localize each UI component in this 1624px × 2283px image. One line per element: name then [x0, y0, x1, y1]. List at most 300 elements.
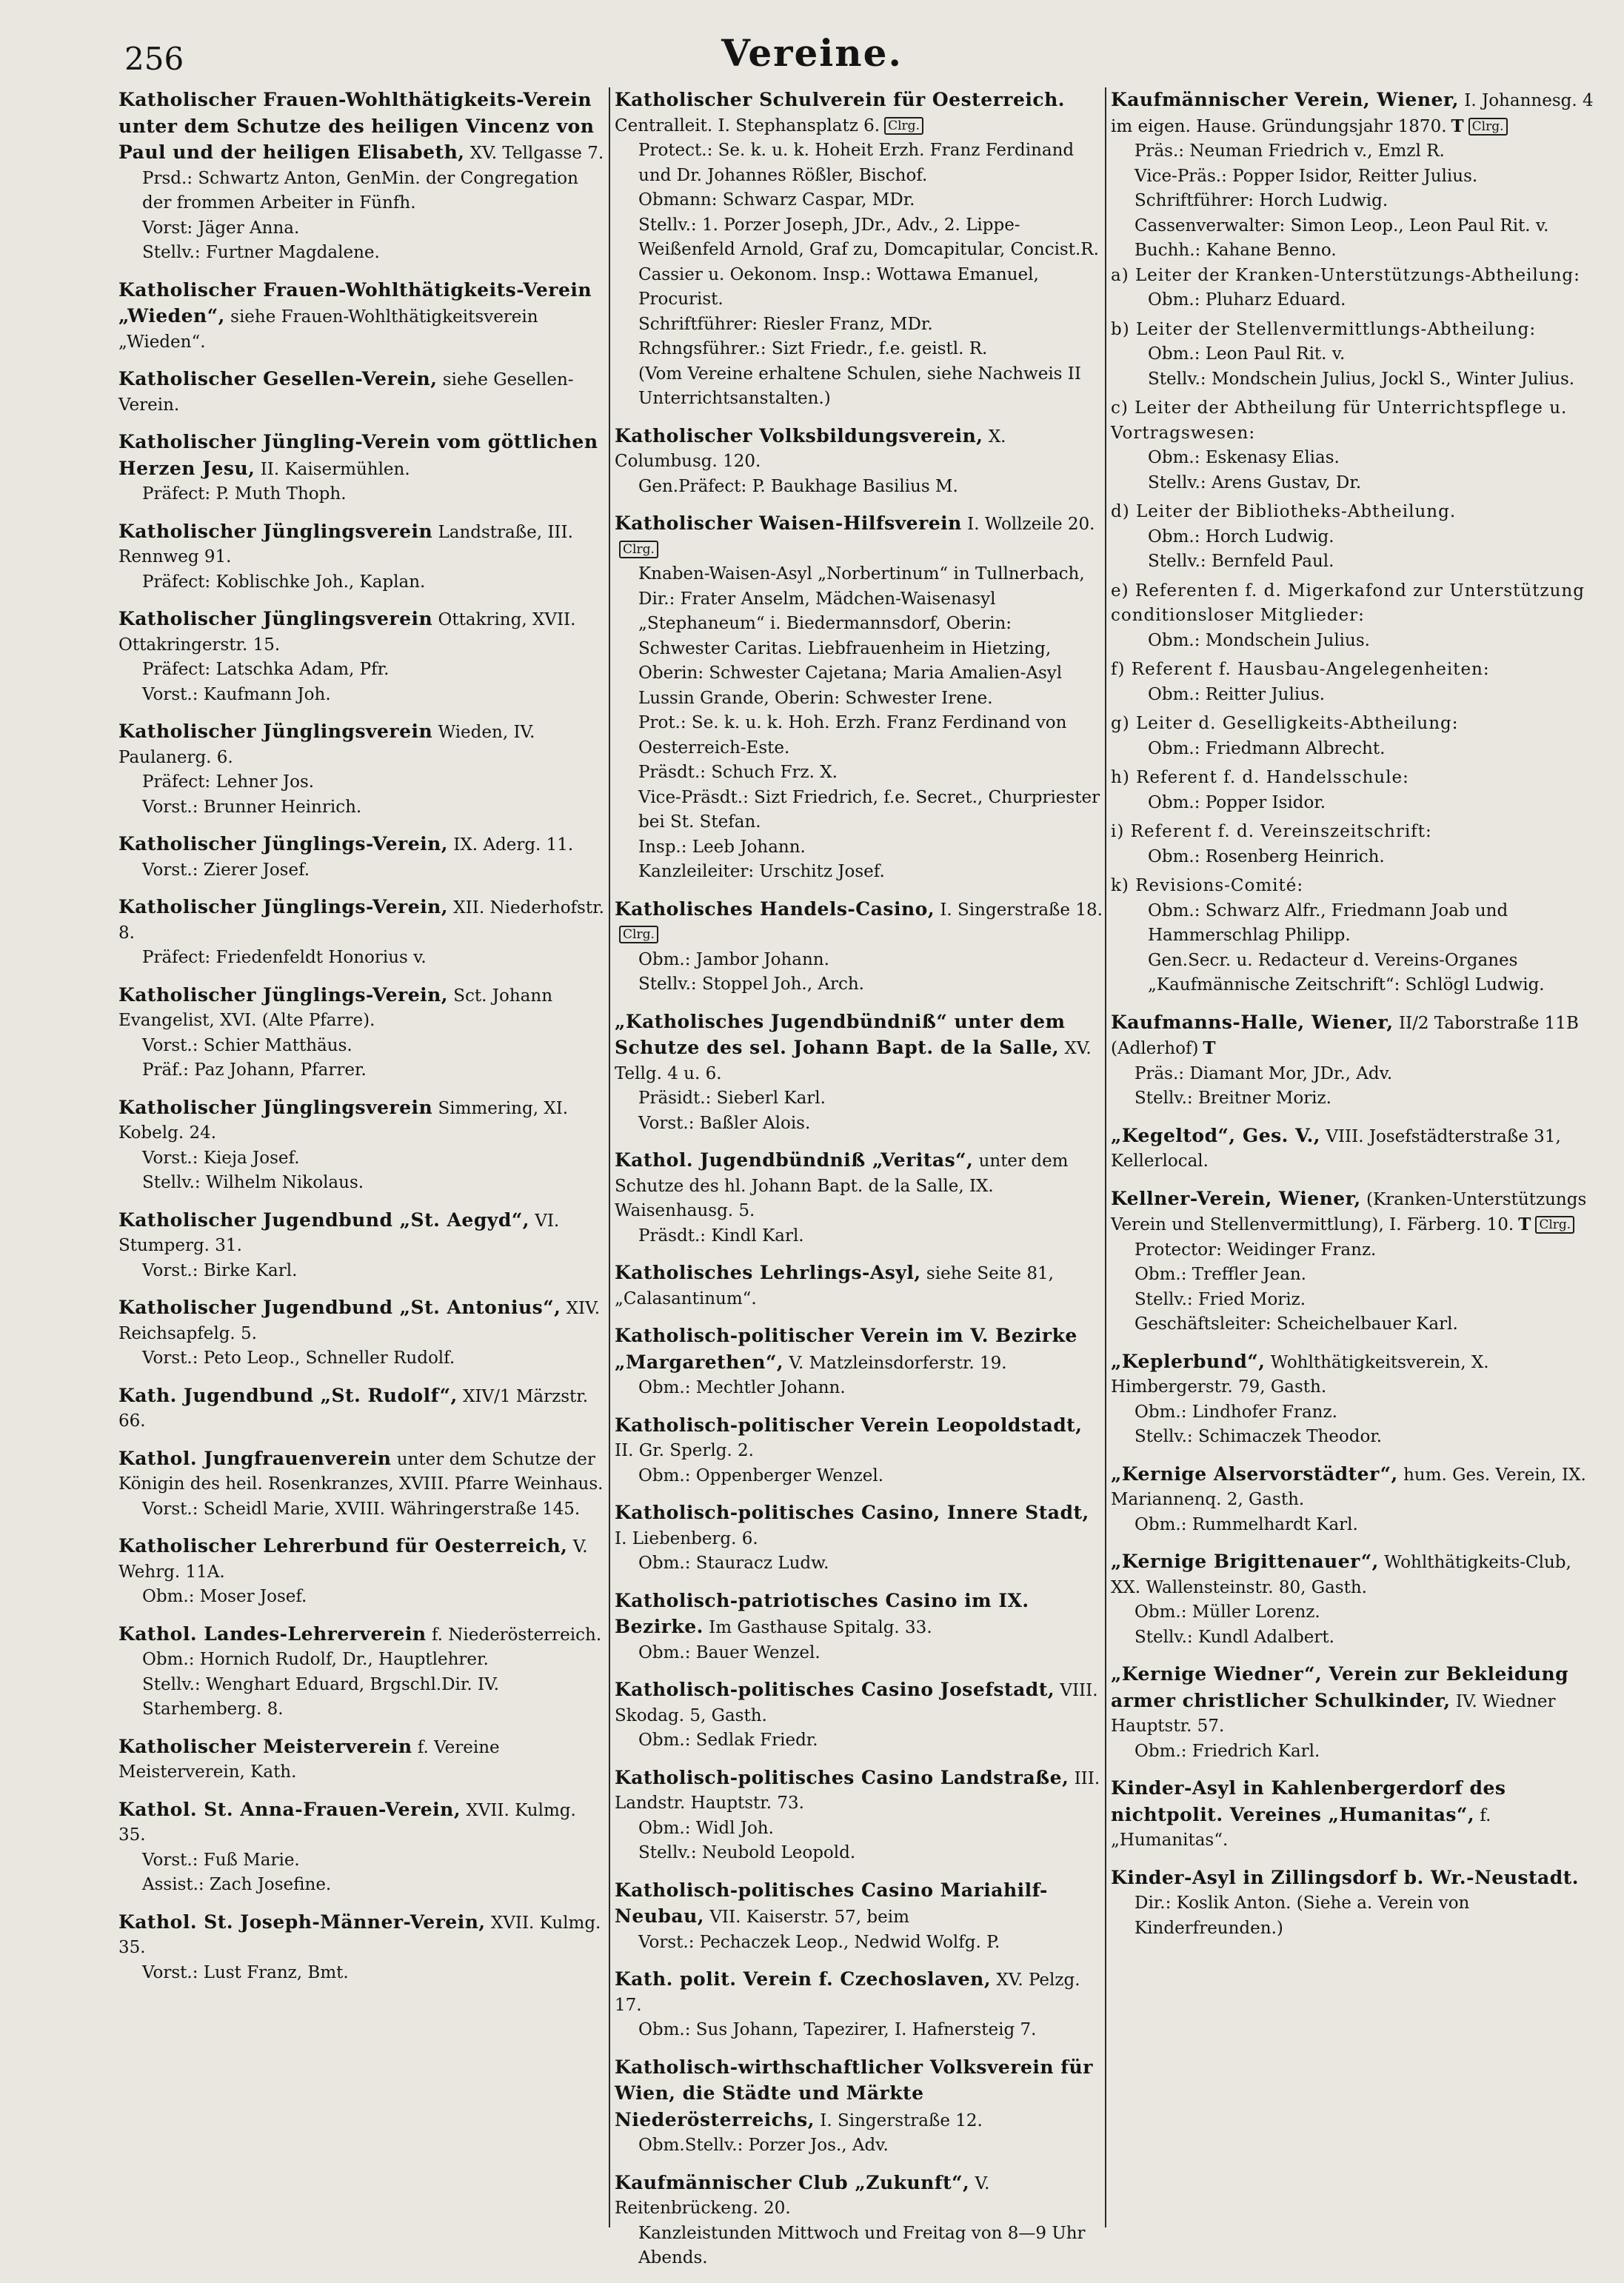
entry-line: Obm.Stellv.: Porzer Jos., Adv. [638, 2136, 889, 2155]
telephone-mark: T [1203, 1038, 1216, 1058]
entry-heading [615, 1878, 1103, 1931]
entry-address: V. Wehrg. 11A. [118, 1537, 588, 1582]
entry-title: Katholischer Volksbildungsverein, [615, 424, 983, 447]
entry-line: Stellv.: Neubold Leopold. [638, 1843, 856, 1862]
sub-section-title: a) Leiter der Kranken-Unterstützungs-Abtheilung: [1111, 265, 1580, 285]
sub-section [1111, 500, 1600, 575]
directory-entry [1111, 1662, 1600, 1764]
entry-line: Vorst.: Scheidl Marie, XVIII. Währingerstraße 145. [142, 1499, 581, 1519]
entry-line: Prot.: Se. k. u. k. Hoh. Erzh. Franz Ferdinand von Oesterreich-Este. [638, 713, 1067, 758]
entry-line: Vorst.: Lust Franz, Bmt. [142, 1962, 349, 1982]
entry-line: Vorst.: Zierer Josef. [142, 860, 310, 880]
sub-section [1111, 712, 1600, 761]
entry-heading [615, 1260, 1103, 1311]
entry-heading [118, 1910, 607, 1961]
entry-title: Katholischer Frauen-Wohlthätigkeits-Verein unter dem Schutze des heiligen Vincenz von Paul und der heiligen Elisabeth, [118, 89, 595, 163]
entry-title: „Kegeltod“, Ges. V., [1111, 1124, 1321, 1146]
entry-line: Stellv.: Fried Moriz. [1135, 1289, 1306, 1309]
entry-line: Schriftführer: Horch Ludwig. [1135, 191, 1389, 210]
directory-entry [118, 87, 607, 266]
entry-line: Gen.Präfect: P. Baukhage Basilius M. [638, 476, 958, 496]
entry-line: Obm.: Hornich Rudolf, Dr., Hauptlehrer. [142, 1650, 489, 1669]
entry-address: Sct. Johann Evangelist, XVI. (Alte Pfarre). [118, 986, 553, 1030]
entry-heading [615, 1588, 1103, 1641]
sub-section-title: b) Leiter der Stellenvermittlungs-Abtheilung: [1111, 319, 1537, 339]
entry-address: Centralleit. I. Stephansplatz 6. [615, 116, 880, 136]
sub-section-title: g) Leiter d. Geselligkeits-Abtheilung: [1111, 714, 1459, 733]
sub-section-line: Obm.: Friedmann Albrecht. [1148, 738, 1386, 758]
sub-section-line: Obm.: Popper Isidor. [1148, 792, 1326, 812]
entry-address: VIII. Skodag. 5, Gasth. [615, 1681, 1098, 1725]
entry-address: XII. Niederhofstr. 8. [118, 898, 604, 943]
entry-heading [615, 87, 1103, 138]
entry-title: Katholisch-politisches Casino, Innere Stadt, [615, 1502, 1089, 1523]
entry-address: II/2 Taborstraße 11B (Adlerhof) [1111, 1013, 1579, 1058]
entry-address: VI. Stumperg. 31. [118, 1211, 560, 1255]
directory-entry [118, 1734, 607, 1785]
column-right [1111, 87, 1600, 1953]
directory-entry [615, 424, 1103, 500]
entry-line: Schriftführer: Riesler Franz, MDr. [638, 314, 933, 334]
entry-address: XV. Tellgasse 7. [470, 144, 604, 163]
entry-address: Wohlthätigkeitsverein, X. Himbergerstr. 79, Gasth. [1111, 1352, 1489, 1397]
entry-heading [615, 1009, 1103, 1087]
entry-line: Obm.: Sedlak Friedr. [638, 1731, 818, 1750]
entry-line: Präf.: Paz Johann, Pfarrer. [142, 1060, 367, 1080]
entry-line: Stellv.: Kundl Adalbert. [1135, 1627, 1334, 1647]
entry-address: I. Liebenberg. 6. [615, 1528, 758, 1548]
clearing-mark: Clrg. [884, 117, 923, 135]
directory-entry [118, 1534, 607, 1610]
sub-section-line: Stellv.: Bernfeld Paul. [1148, 552, 1334, 571]
entry-heading [615, 511, 1103, 562]
entry-line: Vorst.: Peto Leop., Schneller Rudolf. [142, 1348, 455, 1368]
entry-address: Wohlthätigkeits-Club, XX. Wallensteinstr. 80, Gasth. [1111, 1553, 1571, 1597]
entry-line: Obm.: Treffler Jean. [1135, 1265, 1306, 1284]
entry-address: VIII. Josefstädterstraße 31, Kellerlocal. [1111, 1126, 1561, 1171]
entry-line: Geschäftsleiter: Scheichelbauer Karl. [1135, 1314, 1458, 1334]
entry-title: Kaufmännischer Club „Zukunft“, [615, 2171, 970, 2193]
page-number: 256 [124, 41, 184, 77]
entry-heading [118, 1797, 607, 1848]
entry-title: Katholischer Jugendbund „St. Aegyd“, [118, 1209, 529, 1231]
directory-entry [118, 519, 607, 595]
entry-heading [615, 1677, 1103, 1728]
running-head: Vereine. [721, 31, 903, 75]
entry-line: Präs.: Diamant Mor, JDr., Adv. [1135, 1063, 1393, 1083]
entry-address: XV. Pelzg. 17. [615, 1971, 1080, 2015]
entry-title: Kath. Jugendbund „St. Rudolf“, [118, 1384, 458, 1406]
entry-heading [1111, 1662, 1600, 1739]
entry-line: Stellv.: Breitner Moriz. [1135, 1089, 1331, 1108]
entry-title: Katholischer Jünglings-Verein, [118, 833, 448, 855]
entry-line: Kanzleistunden Mittwoch und Freitag von 8—9 Uhr Abends. [638, 2223, 1086, 2267]
entry-address: I. Singerstraße 12. [820, 2110, 983, 2130]
clearing-mark: Clrg. [619, 541, 658, 558]
directory-entry [615, 87, 1103, 412]
entry-line: Obm.: Mechtler Johann. [638, 1378, 846, 1397]
entry-line: Buchh.: Kahane Benno. [1135, 241, 1337, 260]
entry-address: II. Gr. Sperlg. 2. [615, 1441, 754, 1460]
sub-section [1111, 874, 1600, 998]
entry-line: Kanzleileiter: Urschitz Josef. [638, 862, 885, 881]
column-rule [609, 87, 610, 2227]
entry-title: Katholischer Schulverein für Oesterreich. [615, 89, 1065, 110]
entry-title: Katholischer Jünglings-Verein, [118, 896, 448, 917]
sub-section-line: Obm.: Rosenberg Heinrich. [1148, 846, 1385, 866]
directory-entry [615, 1500, 1103, 1577]
entry-heading [1111, 1462, 1600, 1513]
directory-entry [118, 1095, 607, 1196]
entry-address: unter dem Schutze der Königin des heil. Rosenkranzes, XVIII. Pfarre Weinhaus. [118, 1449, 604, 1494]
entry-title: Kathol. Jungfrauenverein [118, 1447, 392, 1469]
entry-address: XVII. Kulmg. 35. [118, 1913, 601, 1957]
directory-entry [615, 511, 1103, 885]
entry-line: Vorst.: Brunner Heinrich. [142, 797, 362, 817]
entry-title: Katholischer Meisterverein [118, 1735, 412, 1757]
entry-address: IV. Wiedner Hauptstr. 57. [1111, 1691, 1556, 1736]
entry-heading [118, 278, 607, 355]
entry-line: Obm.: Sus Johann, Tapezirer, I. Hafnersteig 7. [638, 2020, 1037, 2039]
entry-line: Obm.: Lindhofer Franz. [1135, 1402, 1337, 1422]
column-middle [615, 87, 1103, 2283]
entry-heading [1111, 1349, 1600, 1400]
entry-line: Rchngsführer.: Sizt Friedr., f.e. geistl. R. [638, 339, 988, 358]
entry-line: Präsdt.: Schuch Frz. X. [638, 763, 838, 782]
directory-entry [615, 897, 1103, 997]
entry-address: Ottakring, XVII. Ottakringerstr. 15. [118, 610, 576, 655]
entry-heading [1111, 1865, 1600, 1892]
entry-heading [615, 1765, 1103, 1816]
sub-section-title: c) Leiter der Abtheilung für Unterrichtspflege u. Vortragswesen: [1111, 398, 1568, 443]
entry-title: Katholisch-politisches Casino Landstraße, [615, 1766, 1069, 1788]
entry-heading [615, 2170, 1103, 2222]
entry-line: Prsd.: Schwartz Anton, GenMin. der Congregation der frommen Arbeiter in Fünfh. [142, 168, 578, 213]
sub-section [1111, 396, 1600, 495]
entry-line: Obm.: Stauracz Ludw. [638, 1554, 829, 1573]
entry-line: Präfect: P. Muth Thoph. [142, 484, 347, 504]
entry-address: I. Johannesg. 4 im eigen. Hause. Gründungsjahr 1870. [1111, 91, 1594, 136]
entry-heading [615, 897, 1103, 948]
entry-heading [118, 1622, 607, 1648]
entry-title: Katholischer Frauen-Wohlthätigkeits-Verein „Wieden“, [118, 278, 592, 327]
directory-entry [118, 832, 607, 883]
entry-address: (Kranken-Unterstützungs Verein und Stellenvermittlung), I. Färberg. 10. [1111, 1189, 1587, 1234]
entry-line: Dir.: Koslik Anton. (Siehe a. Verein von Kinderfreunden.) [1135, 1893, 1470, 1938]
entry-heading [1111, 87, 1600, 139]
entry-heading [118, 519, 607, 570]
sub-section-title: d) Leiter der Bibliotheks-Abtheilung. [1111, 502, 1457, 521]
sub-section-line: Obm.: Mondschein Julius. [1148, 630, 1370, 650]
entry-title: Katholisches Handels-Casino, [615, 898, 935, 920]
directory-entry [118, 983, 607, 1083]
entry-title: Katholisch-politischer Verein im V. Bezirke „Margarethen“, [615, 1325, 1077, 1373]
entry-line: Vorst: Jäger Anna. [142, 218, 300, 238]
entry-line: Präsidt.: Sieberl Karl. [638, 1089, 826, 1108]
entry-heading [118, 832, 607, 858]
directory-entry [615, 2170, 1103, 2271]
sub-section [1111, 766, 1600, 815]
directory-entry [615, 1588, 1103, 1666]
sub-section [1111, 264, 1600, 313]
entry-title: Kinder-Asyl in Zillingsdorf b. Wr.-Neustadt. [1111, 1866, 1579, 1888]
sub-section-title: e) Referenten f. d. Migerkafond zur Unterstützung conditionsloser Mitglieder: [1111, 581, 1585, 625]
entry-heading [118, 606, 607, 658]
entry-line: Vice-Präsdt.: Sizt Friedrich, f.e. Secret., Churpriester bei St. Stefan. [638, 787, 1100, 832]
entry-title: Katholisches Lehrlings-Asyl, [615, 1262, 921, 1283]
entry-line: Obm.: Bauer Wenzel. [638, 1642, 821, 1662]
entry-address: Im Gasthause Spitalg. 33. [709, 1618, 932, 1637]
sub-section-line: Obm.: Reitter Julius. [1148, 684, 1326, 704]
entry-line: Obm.: Jambor Johann. [638, 949, 829, 969]
entry-heading [118, 1734, 607, 1785]
telephone-mark: T [1451, 116, 1464, 136]
directory-entry [118, 1208, 607, 1284]
entry-title: Kaufmännischer Verein, Wiener, [1111, 89, 1459, 110]
column-rule [1105, 87, 1106, 2227]
entry-address: Landstraße, III. Rennweg 91. [118, 522, 573, 566]
entry-heading [118, 1383, 607, 1434]
entry-heading [118, 87, 607, 167]
directory-entry [118, 1383, 607, 1434]
entry-heading [1111, 1549, 1600, 1600]
sub-section-title: i) Referent f. d. Vereinszeitschrift: [1111, 822, 1432, 841]
entry-heading [1111, 1123, 1600, 1174]
entry-title: Katholischer Jünglings-Verein, [118, 983, 448, 1006]
directory-entry [1111, 1349, 1600, 1450]
entry-address: VII. Kaiserstr. 57, beim [709, 1908, 909, 1927]
directory-entry [1111, 1123, 1600, 1174]
directory-entry [118, 1295, 607, 1371]
sub-section-title: h) Referent f. d. Handelsschule: [1111, 768, 1409, 787]
entry-line: Vorst.: Fuß Marie. [142, 1850, 300, 1870]
entry-title: Katholisch-politischer Verein Leopoldstadt, [615, 1414, 1083, 1436]
entry-line: Cassier u. Oekonom. Insp.: Wottawa Emanuel, Procurist. [638, 264, 1039, 309]
entry-title: Katholischer Lehrerbund für Oesterreich, [118, 1535, 568, 1557]
entry-heading [615, 1967, 1103, 2018]
sub-section-line: Obm.: Schwarz Alfr., Friedmann Joab und Hammerschlag Philipp. [1148, 900, 1508, 945]
entry-line: Vice-Präs.: Popper Isidor, Reitter Julius. [1135, 166, 1478, 186]
sub-section-line: Obm.: Eskenasy Elias. [1148, 448, 1340, 467]
directory-entry [118, 1446, 607, 1522]
entry-line: Obm.: Moser Josef. [142, 1587, 307, 1606]
directory-entry [1111, 1186, 1600, 1337]
entry-title: Katholischer Jugendbund „St. Antonius“, [118, 1297, 561, 1318]
entry-address: Simmering, XI. Kobelg. 24. [118, 1098, 569, 1143]
entry-heading [118, 983, 607, 1034]
entry-line: Cassenverwalter: Simon Leop., Leon Paul Rit. v. [1135, 215, 1549, 235]
entry-line: Stellv.: Schimaczek Theodor. [1135, 1427, 1383, 1446]
sub-section [1111, 658, 1600, 707]
entry-heading [118, 1095, 607, 1146]
entry-address: V. Matzleinsdorferstr. 19. [789, 1353, 1007, 1373]
entry-address: X. Columbusg. 120. [615, 427, 1006, 471]
entry-heading [118, 429, 607, 482]
entry-line: Präsdt.: Kindl Karl. [638, 1226, 804, 1246]
entry-title: Kellner-Verein, Wiener, [1111, 1187, 1361, 1209]
sub-section-line: Stellv.: Mondschein Julius, Jockl S., Winter Julius. [1148, 369, 1575, 389]
entry-address: I. Wollzeile 20. [967, 515, 1095, 534]
sub-section-line: Obm.: Horch Ludwig. [1148, 527, 1334, 546]
sub-section-title: f) Referent f. Hausbau-Angelegenheiten: [1111, 660, 1490, 679]
entry-address: V. Reitenbrückeng. 20. [615, 2173, 990, 2218]
entry-address: I. Singerstraße 18. [940, 900, 1103, 920]
entry-line: Vorst.: Baßler Alois. [638, 1113, 811, 1133]
entry-title: Katholischer Jünglingsverein [118, 721, 433, 742]
entry-address: unter dem Schutze des hl. Johann Bapt. de la Salle, IX. Waisenhausg. 5. [615, 1151, 1069, 1220]
entry-line: Obm.: Müller Lorenz. [1135, 1602, 1320, 1622]
clearing-mark: Clrg. [1535, 1216, 1574, 1234]
entry-title: Katholischer Jünglingsverein [118, 608, 433, 629]
entry-line: Stellv.: Furtner Magdalene. [142, 243, 380, 262]
directory-entry [615, 1765, 1103, 1866]
directory-entry [1111, 1462, 1600, 1538]
entry-address: II. Kaisermühlen. [260, 459, 410, 479]
entry-line: Protector: Weidinger Franz. [1135, 1240, 1377, 1260]
entry-heading [118, 1208, 607, 1259]
clearing-mark: Clrg. [619, 926, 658, 943]
directory-entry [615, 1148, 1103, 1249]
entry-heading [118, 719, 607, 770]
directory-entry [1111, 1865, 1600, 1942]
sub-section [1111, 820, 1600, 869]
entry-heading [1111, 1776, 1600, 1854]
entry-heading [118, 1295, 607, 1346]
entry-title: Kathol. St. Joseph-Männer-Verein, [118, 1911, 486, 1933]
entry-title: Katholisch-patriotisches Casino im IX. Bezirke. [615, 1589, 1029, 1637]
directory-entry [615, 1878, 1103, 1956]
entry-title: Katholischer Waisen-Hilfsverein [615, 512, 962, 534]
entry-address: siehe Frauen-Wohlthätigkeitsverein „Wieden“. [118, 307, 538, 352]
entry-line: Stellv.: Stoppel Joh., Arch. [638, 975, 864, 994]
entry-line: Präfect: Friedenfeldt Honorius v. [142, 948, 427, 967]
entry-line: Knaben-Waisen-Asyl „Norbertinum“ in Tullnerbach, Dir.: Frater Anselm, Mädchen-Waisenasyl „Stephaneum“ i. Biedermannsdorf, Oberin: Schwester Caritas. Liebfrauenheim in Hietzing, Oberin: Schwester Cajetana; Maria Amalien-Asyl Lussin Grande, Oberin: Schwester Irene. [638, 564, 1085, 708]
directory-entry [1111, 1010, 1600, 1112]
entry-title: Kathol. St. Anna-Frauen-Verein, [118, 1798, 461, 1820]
entry-title: Katholischer Jünglingsverein [118, 520, 433, 542]
clearing-mark: Clrg. [1468, 118, 1508, 136]
entry-title: Katholischer Jüngling-Verein vom göttlichen Herzen Jesu, [118, 431, 598, 479]
entry-line: Obm.: Oppenberger Wenzel. [638, 1465, 884, 1485]
entry-line: Vorst.: Schier Matthäus. [142, 1035, 352, 1055]
directory-entry [615, 1967, 1103, 2043]
entry-line: Obm.: Friedrich Karl. [1135, 1741, 1320, 1761]
entry-line: Präfect: Koblischke Joh., Kaplan. [142, 572, 426, 592]
entry-heading [615, 2055, 1103, 2134]
directory-entry [1111, 87, 1600, 998]
sub-section [1111, 579, 1600, 654]
entry-title: Kaufmanns-Halle, Wiener, [1111, 1011, 1394, 1033]
entry-line: Obm.: Rummelhardt Karl. [1135, 1514, 1358, 1534]
entry-address: XIV/1 Märzstr. 66. [118, 1386, 589, 1431]
entry-address: siehe Seite 81, „Calasantinum“. [615, 1264, 1054, 1308]
entry-line: Stellv.: Wilhelm Nikolaus. [142, 1173, 364, 1192]
entry-title: „Kernige Wiedner“, Verein zur Bekleidung armer christlicher Schulkinder, [1111, 1663, 1569, 1711]
entry-heading [1111, 1010, 1600, 1062]
entry-address: IX. Aderg. 11. [453, 835, 574, 855]
entry-title: „Kernige Brigittenauer“, [1111, 1551, 1379, 1572]
directory-entry [615, 2055, 1103, 2159]
entry-title: Kinder-Asyl in Kahlenbergerdorf des nichtpolit. Vereines „Humanitas“, [1111, 1777, 1506, 1825]
column-left [118, 87, 607, 1997]
entry-line: Vorst.: Kaufmann Joh. [142, 684, 331, 704]
entry-title: Katholisch-wirthschaftlicher Volksverein für Wien, die Städte und Märkte Niederösterreichs, [615, 2056, 1093, 2130]
directory-entry [118, 719, 607, 820]
entry-title: „Keplerbund“, [1111, 1350, 1266, 1372]
entry-line: Obm.: Widl Joh. [638, 1818, 774, 1838]
entry-title: Katholisch-politisches Casino Mariahilf-Neubau, [615, 1879, 1048, 1927]
entry-line: Vorst.: Kieja Josef. [142, 1148, 300, 1168]
entry-title: Katholisch-politisches Casino Josefstadt, [615, 1679, 1055, 1700]
directory-entry [118, 429, 607, 507]
entry-heading [118, 1446, 607, 1497]
entry-address: XVII. Kulmg. 35. [118, 1800, 576, 1845]
entry-heading [1111, 1186, 1600, 1238]
entry-title: Katholischer Gesellen-Verein, [118, 368, 438, 390]
entry-line: Assist.: Zach Josefine. [142, 1875, 332, 1894]
entry-title: Kathol. Landes-Lehrerverein [118, 1622, 427, 1645]
entry-line: Vorst.: Birke Karl. [142, 1260, 298, 1280]
entry-heading [615, 1148, 1103, 1224]
entry-heading [615, 1500, 1103, 1551]
directory-entry [615, 1323, 1103, 1401]
entry-heading [118, 367, 607, 418]
directory-entry [118, 895, 607, 971]
entry-line: Präs.: Neuman Friedrich v., Emzl R. [1135, 141, 1445, 161]
entry-address: XV. Tellg. 4 u. 6. [615, 1039, 1092, 1083]
entry-line: Protect.: Se. k. u. k. Hoheit Erzh. Franz Ferdinand und Dr. Johannes Rößler, Bischof. [638, 141, 1075, 185]
sub-section-line: Gen.Secr. u. Redacteur d. Vereins-Organes „Kaufmännische Zeitschrift“: Schlögl Ludwig. [1148, 950, 1545, 995]
sub-section-title: k) Revisions-Comité: [1111, 876, 1304, 895]
entry-heading [118, 1534, 607, 1585]
directory-entry [615, 1677, 1103, 1754]
entry-address: III. Landstr. Hauptstr. 73. [615, 1768, 1100, 1813]
entry-line: Vorst.: Pechaczek Leop., Nedwid Wolfg. P. [638, 1932, 1000, 1952]
entry-address: f. Vereine Meisterverein, Kath. [118, 1737, 500, 1782]
sub-section [1111, 318, 1600, 392]
entry-heading [118, 895, 607, 946]
entry-line: Stellv.: Wenghart Eduard, Brgschl.Dir. IV. Starhemberg. 8. [142, 1674, 499, 1719]
directory-entry [1111, 1549, 1600, 1650]
entry-line: Präfect: Lehner Jos. [142, 772, 315, 792]
entry-title: Kathol. Jugendbündniß „Veritas“, [615, 1149, 974, 1171]
entry-line: (Vom Vereine erhaltene Schulen, siehe Nachweis II Unterrichtsanstalten.) [638, 364, 1081, 408]
entry-line: Stellv.: 1. Porzer Joseph, JDr., Adv., 2. Lippe-Weißenfeld Arnold, Graf zu, Domcapitular, Concist.R. [638, 215, 1099, 259]
entry-address: siehe Gesellen-Verein. [118, 370, 574, 415]
entry-line: Insp.: Leeb Johann. [638, 837, 806, 857]
entry-title: „Kernige Alservorstädter“, [1111, 1463, 1398, 1485]
directory-entry [118, 1622, 607, 1722]
directory-entry [615, 1413, 1103, 1489]
directory-entry [615, 1260, 1103, 1311]
directory-entry [1111, 1776, 1600, 1854]
directory-entry [615, 1009, 1103, 1137]
entry-heading [615, 424, 1103, 475]
entry-line: Obmann: Schwarz Caspar, MDr. [638, 190, 915, 210]
entry-address: f. „Humanitas“. [1111, 1805, 1491, 1850]
entry-address: f. Niederösterreich. [431, 1625, 602, 1645]
directory-entry [118, 367, 607, 418]
directory-entry [118, 278, 607, 355]
directory-entry [118, 1910, 607, 1986]
entry-title: „Katholisches Jugendbündniß“ unter dem Schutze des sel. Johann Bapt. de la Salle, [615, 1010, 1066, 1058]
entry-title: Katholischer Jünglingsverein [118, 1096, 433, 1118]
entry-line: Präfect: Latschka Adam, Pfr. [142, 660, 390, 679]
entry-address: XIV. Reichsapfelg. 5. [118, 1299, 601, 1343]
telephone-mark: T [1518, 1214, 1531, 1234]
entry-address: Wieden, IV. Paulanerg. 6. [118, 723, 535, 767]
sub-section-line: Obm.: Leon Paul Rit. v. [1148, 344, 1346, 364]
